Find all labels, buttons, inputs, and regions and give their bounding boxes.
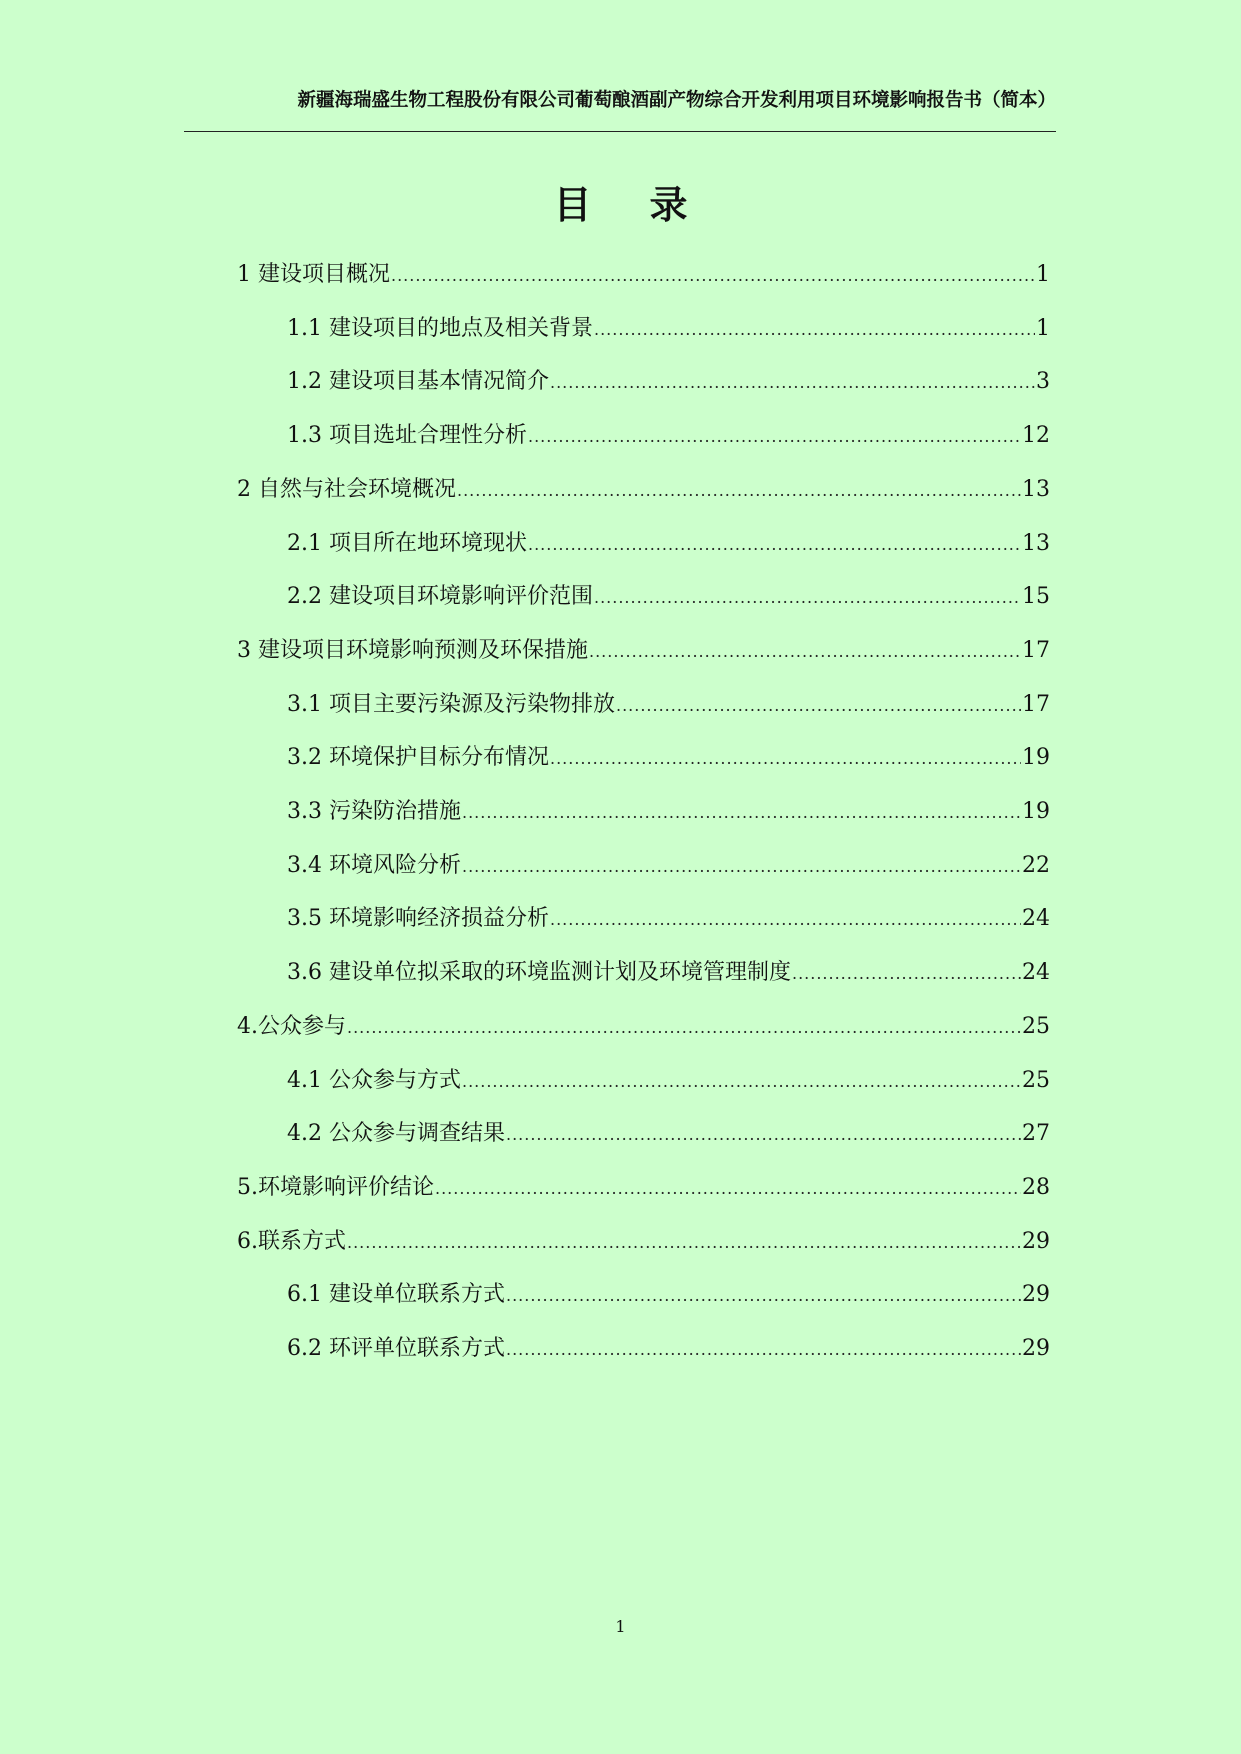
toc-entry-label: 3 建设项目环境影响预测及环保措施: [237, 637, 588, 663]
toc-dot-leader: [347, 1018, 1021, 1037]
toc-entry-label: 2.2 建设项目环境影响评价范围: [287, 584, 593, 610]
toc-entry-page: 29: [1022, 1336, 1050, 1361]
toc-dot-leader: [462, 1072, 1021, 1091]
toc-entry-label: 4.1 公众参与方式: [287, 1067, 461, 1093]
toc-entry[interactable]: [287, 418, 1050, 452]
toc-entry-label: 3.3 污染防治措施: [287, 799, 461, 824]
toc-entry[interactable]: [287, 848, 1050, 882]
toc-entry-page: 19: [1022, 745, 1050, 771]
toc-dot-leader: [616, 696, 1021, 715]
document-header: 新疆海瑞盛生物工程股份有限公司葡萄酿酒副产物综合开发利用项目环境影响报告书（简本）: [297, 90, 1056, 111]
toc-entry[interactable]: [237, 472, 1050, 506]
toc-entry-page: 1: [1036, 315, 1050, 341]
toc-entry-label: 1.3 项目选址合理性分析: [287, 423, 527, 449]
toc-entry[interactable]: [287, 1277, 1050, 1311]
toc-entry-page: 24: [1022, 906, 1050, 932]
toc-entry-page: 1: [1036, 262, 1050, 287]
toc-entry-page: 25: [1022, 1067, 1050, 1093]
toc-entry-label: 1.1 建设项目的地点及相关背景: [287, 315, 593, 341]
toc-entry[interactable]: [287, 1116, 1050, 1150]
toc-entry-label: 1.2 建设项目基本情况简介: [287, 369, 549, 395]
toc-entry[interactable]: [237, 633, 1050, 667]
toc-entry-label: 3.2 环境保护目标分布情况: [287, 745, 549, 771]
toc-entry[interactable]: [287, 1331, 1050, 1365]
toc-entry-page: 24: [1022, 960, 1050, 986]
toc-dot-leader: [528, 427, 1021, 446]
title-char-1: 目: [553, 182, 592, 227]
toc-entry-label: 4.公众参与: [237, 1013, 346, 1039]
toc-dot-leader: [550, 373, 1035, 392]
toc-entry[interactable]: [237, 1009, 1050, 1043]
header-divider: [184, 131, 1056, 132]
toc-entry-page: 22: [1022, 852, 1050, 878]
toc-entry-page: 29: [1022, 1228, 1050, 1254]
toc-entry-page: 19: [1022, 799, 1050, 824]
toc-entry[interactable]: [287, 579, 1050, 613]
toc-dot-leader: [462, 857, 1021, 876]
toc-dot-leader: [792, 964, 1021, 983]
toc-dot-leader: [435, 1179, 1021, 1198]
toc-dot-leader: [589, 642, 1021, 661]
toc-entry-page: 17: [1022, 691, 1050, 717]
toc-entry-label: 6.2 环评单位联系方式: [287, 1336, 505, 1361]
toc-dot-leader: [506, 1286, 1021, 1305]
toc-entry[interactable]: [287, 794, 1050, 828]
toc-entry-page: 25: [1022, 1013, 1050, 1039]
toc-entry[interactable]: [287, 364, 1050, 398]
page-title: [0, 174, 1241, 229]
toc-entry[interactable]: [237, 257, 1050, 291]
toc-entry[interactable]: [287, 955, 1050, 989]
toc-entry-label: 3.5 环境影响经济损益分析: [287, 906, 549, 932]
page-number: 1: [615, 1617, 626, 1636]
toc-entry-page: 12: [1022, 423, 1050, 449]
toc-entry-page: 29: [1022, 1282, 1050, 1308]
toc-entry-label: 3.4 环境风险分析: [287, 852, 461, 878]
toc-entry-page: 13: [1022, 476, 1050, 502]
toc-dot-leader: [347, 1233, 1021, 1252]
toc-dot-leader: [550, 749, 1021, 768]
toc-entry-label: 6.1 建设单位联系方式: [287, 1282, 505, 1308]
toc-dot-leader: [594, 588, 1021, 607]
toc-entry-label: 1 建设项目概况: [237, 262, 390, 287]
toc-dot-leader: [457, 481, 1021, 500]
toc-entry[interactable]: [287, 687, 1050, 721]
toc-entry-page: 13: [1022, 530, 1050, 556]
toc-dot-leader: [391, 266, 1035, 285]
toc-entry[interactable]: [287, 901, 1050, 935]
toc-dot-leader: [550, 910, 1021, 929]
toc-entry-label: 2.1 项目所在地环境现状: [287, 530, 527, 556]
toc-entry-label: 3.6 建设单位拟采取的环境监测计划及环境管理制度: [287, 960, 791, 986]
toc-entry[interactable]: [287, 1063, 1050, 1097]
toc-entry-label: 2 自然与社会环境概况: [237, 476, 456, 502]
toc-entry-label: 3.1 项目主要污染源及污染物排放: [287, 691, 615, 717]
toc-entry-page: 3: [1036, 369, 1050, 395]
toc-entry[interactable]: [287, 311, 1050, 345]
toc-dot-leader: [506, 1125, 1021, 1144]
toc-entry-page: 27: [1022, 1121, 1050, 1147]
toc-entry[interactable]: [237, 1170, 1050, 1204]
toc-dot-leader: [528, 535, 1021, 554]
toc-dot-leader: [462, 803, 1021, 822]
toc-entry-page: 15: [1022, 584, 1050, 610]
toc-entry[interactable]: [287, 740, 1050, 774]
toc-dot-leader: [594, 320, 1035, 339]
toc-entry-label: 6.联系方式: [237, 1228, 346, 1254]
toc-entry-label: 5.环境影响评价结论: [237, 1174, 434, 1200]
title-char-2: 录: [649, 182, 688, 227]
toc-entry-page: 28: [1022, 1174, 1050, 1200]
toc-entry-label: 4.2 公众参与调查结果: [287, 1121, 505, 1147]
toc-dot-leader: [506, 1340, 1021, 1359]
toc-entry[interactable]: [237, 1224, 1050, 1258]
toc-entry-page: 17: [1022, 637, 1050, 663]
toc-entry[interactable]: [287, 526, 1050, 560]
